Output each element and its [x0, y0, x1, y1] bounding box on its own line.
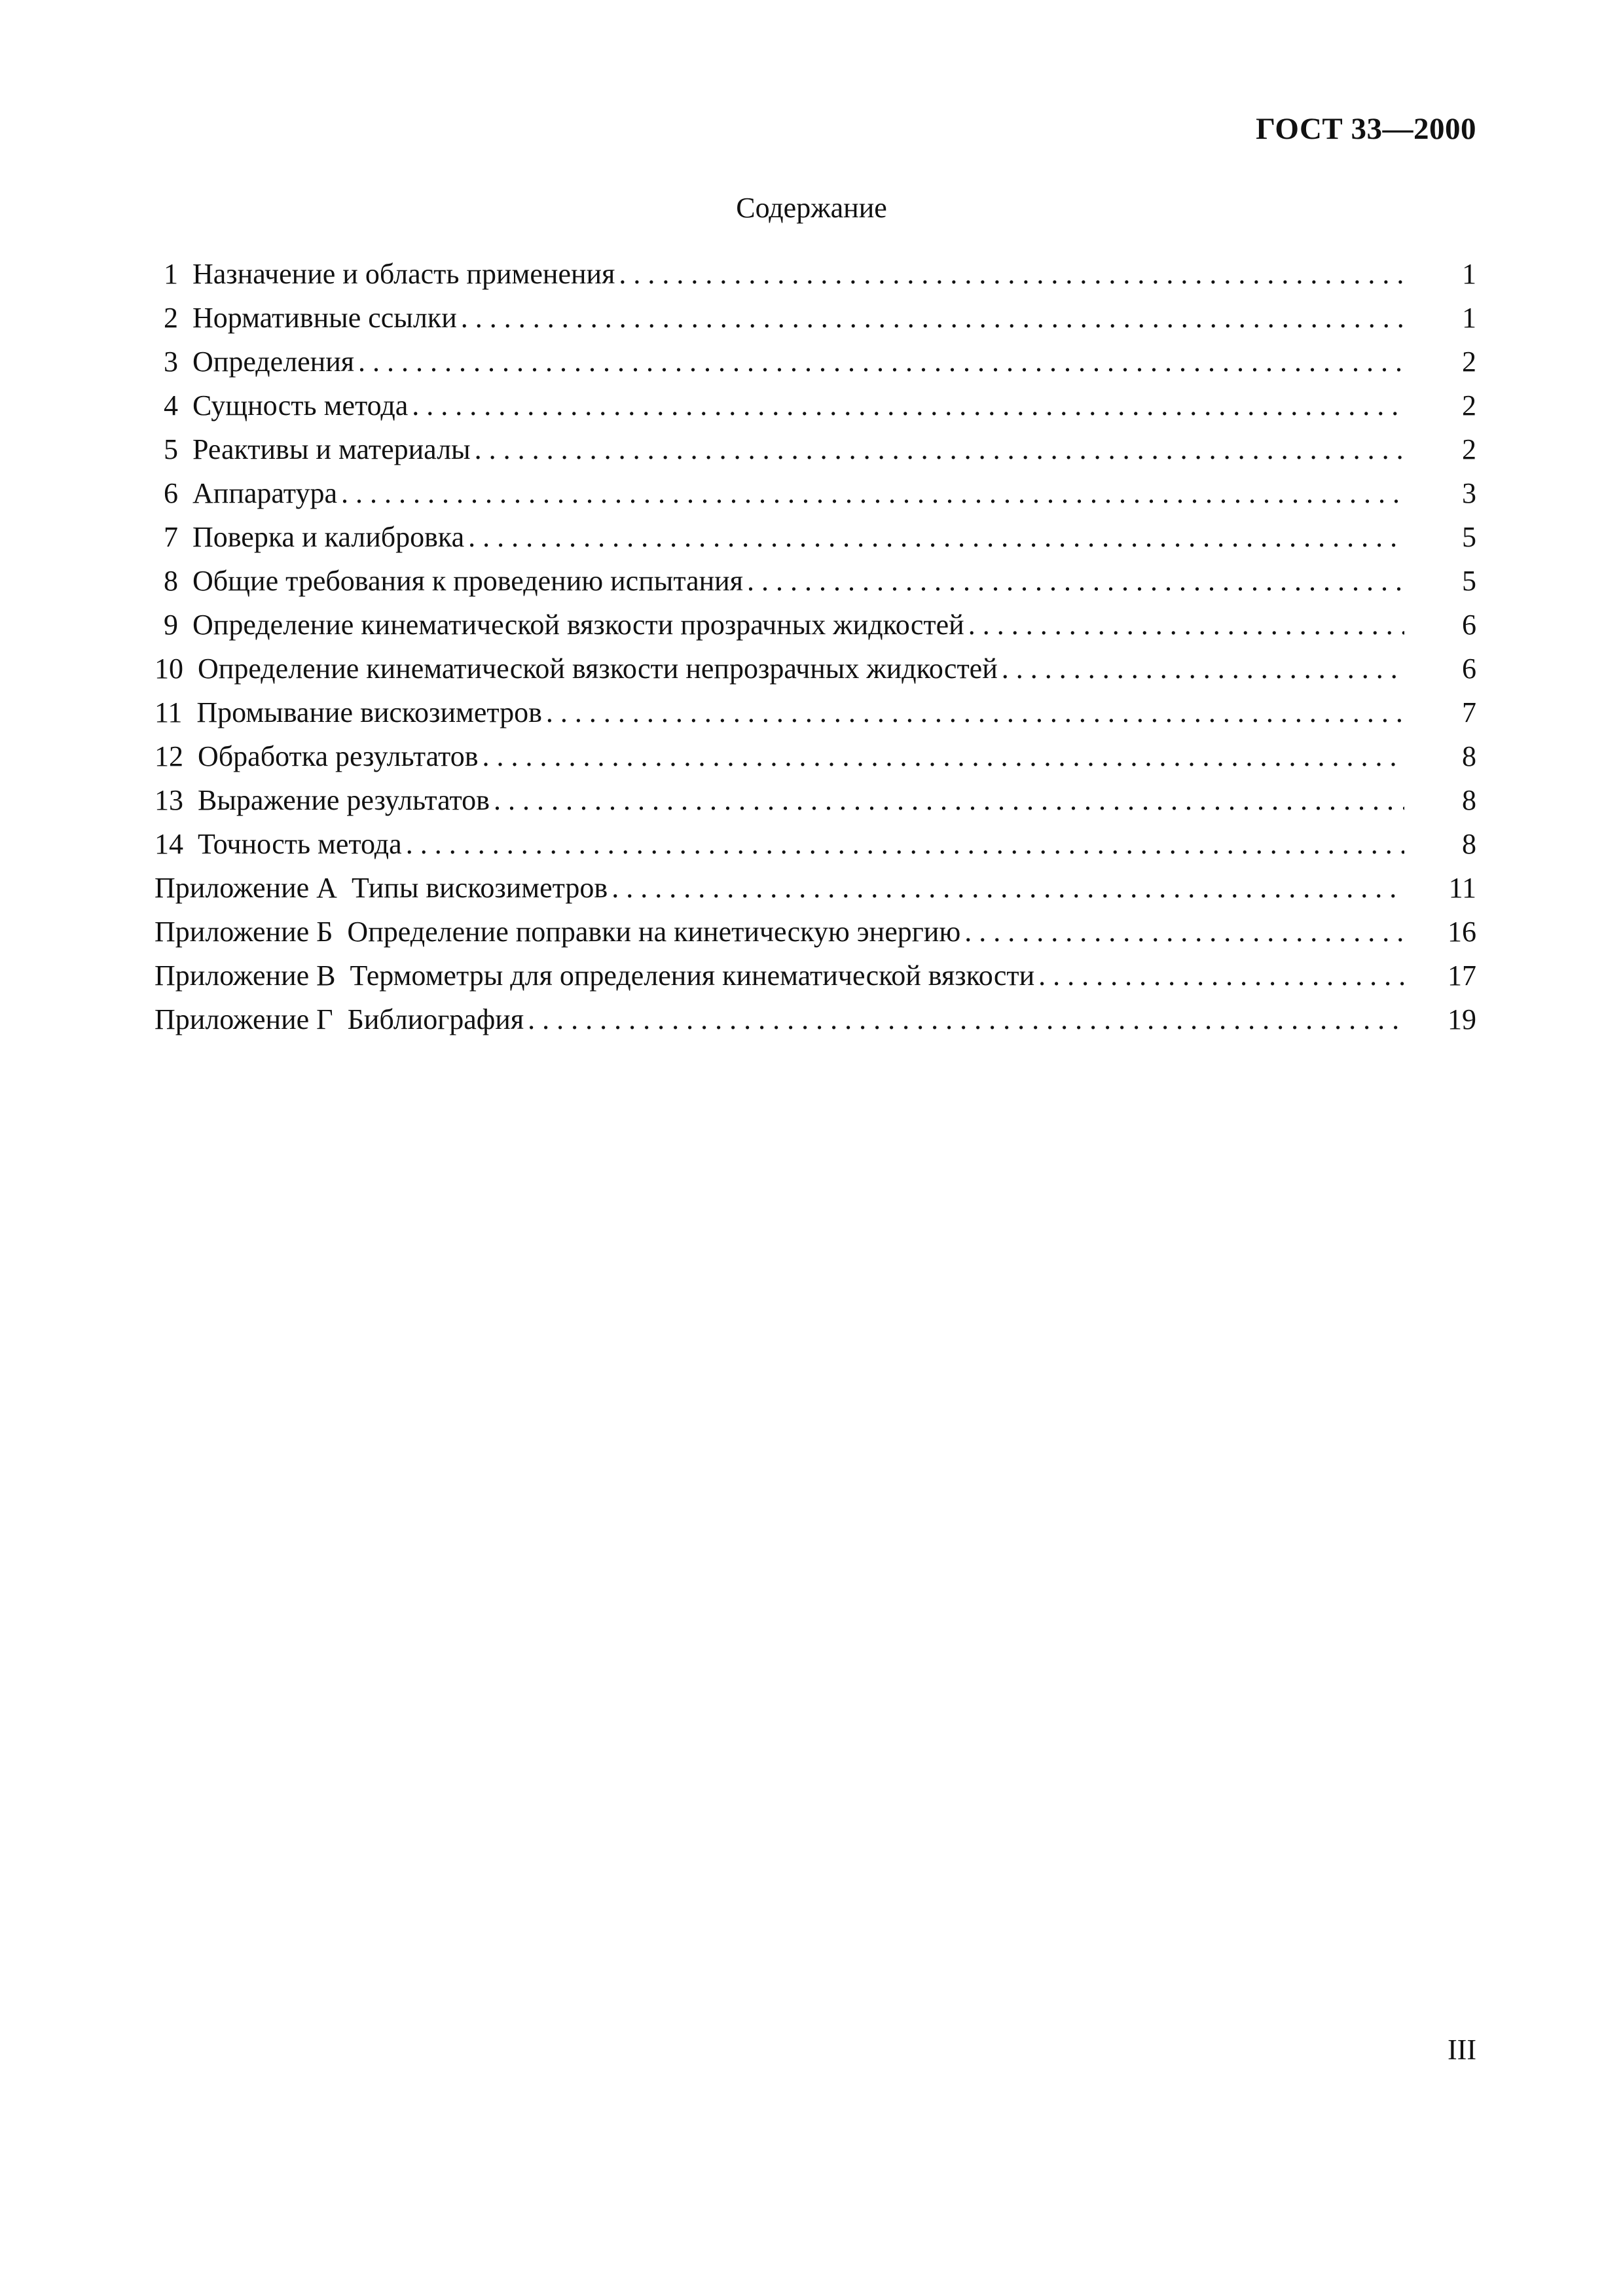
toc-leader-dots [358, 340, 1404, 384]
toc-entry-number: 3 [164, 346, 178, 378]
toc-entry-page: 2 [1462, 433, 1476, 465]
toc-entry[interactable] [155, 515, 1476, 559]
toc-leader-dots [475, 427, 1404, 471]
toc-entry-page: 2 [1462, 346, 1476, 378]
toc-entry-label: Определение кинематической вязкости непрозрачных жидкостей [198, 653, 998, 685]
toc-entry-label: Определение кинематической вязкости прозрачных жидкостей [192, 609, 964, 641]
toc-entry-label: Библиография [347, 1003, 524, 1035]
toc-entry-page: 5 [1462, 565, 1476, 597]
toc-entry-label: Нормативные ссылки [192, 302, 457, 334]
toc-leader-dots [964, 910, 1404, 954]
toc-entry[interactable] [155, 778, 1476, 822]
toc-entry-page: 17 [1448, 960, 1476, 992]
toc-entry-page: 16 [1448, 916, 1476, 948]
toc-leader-dots [468, 515, 1404, 559]
toc-leader-dots [1002, 647, 1404, 691]
toc-entry-number: Приложение Б [155, 916, 333, 948]
toc-entry-number: 8 [164, 565, 178, 597]
toc-entry-label: Сущность метода [192, 389, 409, 422]
toc-entry-page: 7 [1462, 696, 1476, 728]
toc-entry-number: 6 [164, 477, 178, 509]
toc-entry-label: Термометры для определения кинематической вязкости [350, 960, 1035, 992]
toc-entry-label: Обработка результатов [198, 740, 479, 772]
toc-entry-label: Реактивы и материалы [192, 433, 471, 465]
toc-leader-dots [1038, 954, 1404, 997]
toc-entry-number: 13 [155, 784, 183, 816]
toc-entry[interactable] [155, 559, 1476, 603]
toc-leader-dots [611, 866, 1404, 910]
toc-entry[interactable] [155, 954, 1476, 997]
toc-leader-dots [747, 559, 1404, 603]
toc-entry-label: Выражение результатов [198, 784, 490, 816]
toc-entry[interactable] [155, 822, 1476, 866]
toc-leader-dots [341, 471, 1404, 515]
toc-entry-page: 8 [1462, 828, 1476, 860]
toc-entry-page: 1 [1462, 258, 1476, 290]
toc-entry-number: 11 [155, 696, 183, 728]
toc-entry-number: 4 [164, 389, 178, 422]
toc-entry-label: Аппаратура [192, 477, 337, 509]
toc-entry-page: 19 [1448, 1003, 1476, 1035]
toc-leader-dots [406, 822, 1404, 866]
toc-entry[interactable] [155, 734, 1476, 778]
toc-entry-number: 2 [164, 302, 178, 334]
toc-leader-dots [494, 778, 1404, 822]
toc-entry-label: Определения [192, 346, 355, 378]
toc-entry-page: 8 [1462, 784, 1476, 816]
toc-entry-label: Общие требования к проведению испытания [192, 565, 743, 597]
toc-entry-label: Промывание вискозиметров [196, 696, 542, 728]
toc-leader-dots [461, 296, 1404, 340]
toc-entry[interactable] [155, 340, 1476, 384]
toc-leader-dots [968, 603, 1404, 647]
toc-leader-dots [619, 252, 1404, 296]
toc-entry-page: 8 [1462, 740, 1476, 772]
toc-entry-number: Приложение А [155, 872, 337, 904]
toc-entry-page: 2 [1462, 389, 1476, 422]
toc-entry-label: Определение поправки на кинетическую энергию [347, 916, 961, 948]
toc-entry[interactable] [155, 647, 1476, 691]
toc-entry[interactable] [155, 910, 1476, 954]
toc-entry-number: 1 [164, 258, 178, 290]
toc-entry[interactable] [155, 471, 1476, 515]
toc-entry-label: Точность метода [198, 828, 402, 860]
toc-entry-number: 14 [155, 828, 183, 860]
toc-leader-dots [546, 691, 1404, 734]
toc-entry-page: 11 [1448, 872, 1476, 904]
toc-entry-label: Поверка и калибровка [192, 521, 465, 553]
page-number: III [1448, 2034, 1476, 2066]
toc-entry-page: 3 [1462, 477, 1476, 509]
toc-leader-dots [412, 384, 1404, 427]
toc-entry[interactable] [155, 427, 1476, 471]
toc-entry[interactable] [155, 384, 1476, 427]
toc-entry[interactable] [155, 603, 1476, 647]
toc-entry-number: Приложение В [155, 960, 336, 992]
toc-entry-page: 6 [1462, 653, 1476, 685]
toc-entry-number: Приложение Г [155, 1003, 333, 1035]
toc-leader-dots [528, 997, 1404, 1041]
toc-entry-page: 5 [1462, 521, 1476, 553]
toc-entry-number: 7 [164, 521, 178, 553]
toc-entry[interactable] [155, 691, 1476, 734]
toc-entry-number: 10 [155, 653, 183, 685]
toc-entry-number: 5 [164, 433, 178, 465]
toc-entry[interactable] [155, 997, 1476, 1041]
toc-title: Содержание [736, 192, 887, 224]
toc-entry-page: 1 [1462, 302, 1476, 334]
toc-entry[interactable] [155, 252, 1476, 296]
toc-entry-number: 9 [164, 609, 178, 641]
toc-entry-label: Назначение и область применения [192, 258, 615, 290]
toc-entry-label: Типы вискозиметров [351, 872, 608, 904]
toc-entry[interactable] [155, 866, 1476, 910]
document-code: ГОСТ 33—2000 [1256, 112, 1476, 146]
table-of-contents [155, 252, 1476, 1041]
toc-entry-page: 6 [1462, 609, 1476, 641]
toc-entry-number: 12 [155, 740, 183, 772]
toc-leader-dots [482, 734, 1404, 778]
toc-entry[interactable] [155, 296, 1476, 340]
